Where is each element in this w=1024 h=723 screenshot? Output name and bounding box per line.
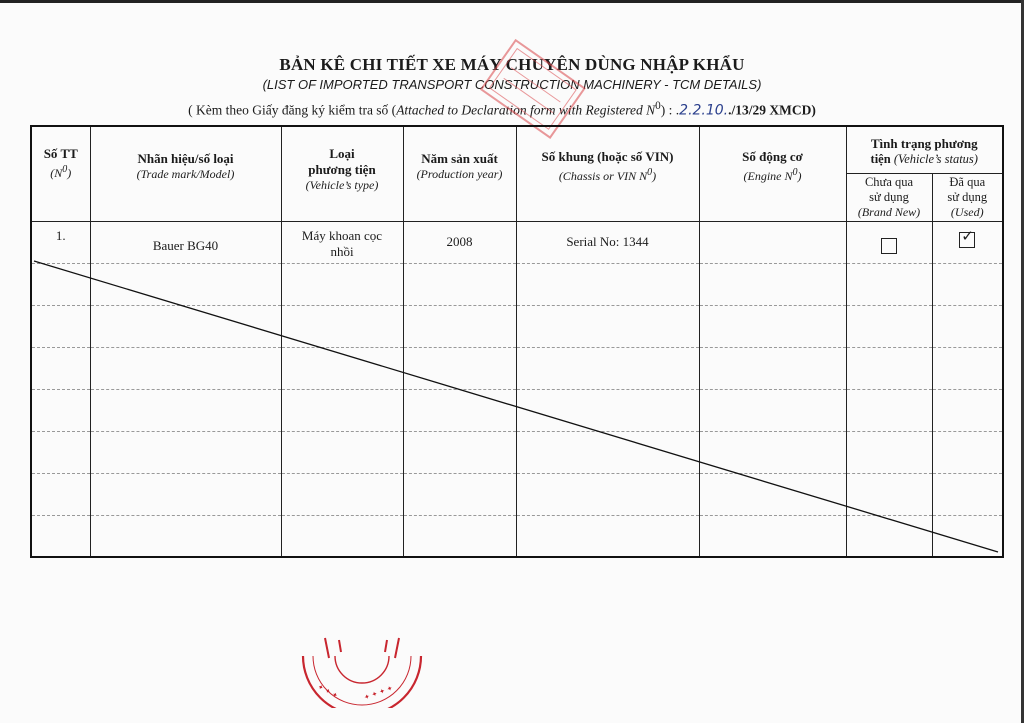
header-chassis-en-text: (Chassis or VIN N (558, 169, 648, 184)
header-no-en (32, 162, 90, 181)
cell-type: Máy khoan cọc nhồi (281, 221, 403, 263)
cell-chassis: Serial No: 1344 (516, 221, 699, 263)
machinery-details-table (30, 125, 1004, 558)
header-chassis-vi: Số khung (hoặc số VIN) (541, 149, 674, 165)
header-type (281, 126, 403, 221)
header-no-vi: Số TT (43, 146, 78, 162)
header-status-en: (Vehicle’s status) (893, 152, 978, 167)
cell-brand-new (846, 221, 932, 263)
svg-text:✦ ✦ ✦: ✦ ✦ ✦ (316, 682, 340, 701)
company-seal-icon (295, 628, 430, 708)
cell-brand: Bauer BG40 (90, 221, 281, 263)
document-subtitle: (LIST OF IMPORTED TRANSPORT CONSTRUCTION MACHINERY - TCM DETAILS) (262, 77, 762, 92)
check-icon: ✓ (961, 228, 974, 245)
header-status-vi (847, 136, 1003, 152)
header-used-en: (Used) (950, 204, 984, 219)
empty-row (31, 305, 1003, 347)
empty-row (31, 347, 1003, 389)
header-brand (90, 126, 281, 221)
header-new-vi-2: sử dụng (869, 189, 909, 204)
header-engine (699, 126, 846, 221)
header-status-vi-2: tiện (870, 152, 891, 167)
header-status-line2 (847, 152, 1003, 167)
attachment-mid: ) : . (660, 102, 680, 118)
table-row (31, 221, 1003, 263)
brand-new-checkbox[interactable] (881, 238, 897, 254)
header-chassis-en-sup: 0 (647, 167, 653, 179)
empty-row (31, 473, 1003, 515)
header-no-en-sup: 0 (62, 164, 68, 176)
header-year-en: (Production year) (416, 167, 503, 182)
attachment-prefix: ( Kèm theo Giấy đăng ký kiểm tra số ( (188, 102, 397, 118)
header-new-vi-1: Chưa qua (864, 174, 914, 189)
header-brand-vi: Nhãn hiệu/số loại (137, 151, 234, 167)
header-no-en-text: (N (50, 166, 63, 181)
header-new-en: (Brand New) (857, 204, 921, 219)
empty-row (31, 431, 1003, 473)
header-chassis (516, 126, 699, 221)
used-checkbox[interactable] (959, 228, 975, 248)
empty-row (31, 515, 1003, 557)
header-type-en: (Vehicle’s type) (305, 178, 379, 193)
document-title: BẢN KÊ CHI TIẾT XE MÁY CHUYÊN DÙNG NHẬP KHẨU (279, 55, 745, 74)
svg-text:✦ ✦ ✦ ✦: ✦ ✦ ✦ ✦ (362, 684, 395, 702)
cell-engine (699, 221, 846, 263)
header-engine-en (700, 165, 846, 184)
header-status-vi-1: Tình trạng phương (870, 136, 978, 152)
empty-row (31, 389, 1003, 431)
header-no (31, 126, 90, 221)
empty-row (31, 263, 1003, 305)
cell-no: 1. (31, 221, 90, 263)
header-engine-en-sup: 0 (792, 167, 798, 179)
header-brand-en: (Trade mark/Model) (136, 167, 235, 182)
header-engine-vi: Số động cơ (742, 149, 803, 165)
header-brand-new (846, 173, 932, 221)
header-status (846, 126, 1003, 173)
header-type-vi-1: Loại (329, 146, 355, 162)
header-chassis-en-end: ) (652, 169, 657, 184)
registration-number-handwritten: 2.2.10. (679, 102, 729, 119)
header-year-vi: Năm sản xuất (421, 151, 498, 167)
header-engine-en-end: ) (797, 169, 802, 184)
attachment-sup: 0 (655, 100, 661, 112)
header-year (403, 126, 516, 221)
header-used-vi-1: Đã qua (949, 174, 986, 189)
header-chassis-en (517, 165, 699, 184)
attachment-italic: Attached to Declaration form with Registered N (396, 102, 656, 118)
attachment-suffix: ./13/29 XMCD) (728, 102, 816, 118)
header-type-vi-2: phương tiện (308, 162, 376, 178)
header-used (932, 173, 1003, 221)
header-used-vi-2: sử dụng (947, 189, 988, 204)
header-no-en-end: ) (67, 166, 72, 181)
header-engine-en-text: (Engine N (743, 169, 793, 184)
page-edge-top (0, 0, 1024, 3)
cell-year: 2008 (403, 221, 516, 263)
cell-used (932, 221, 1003, 263)
